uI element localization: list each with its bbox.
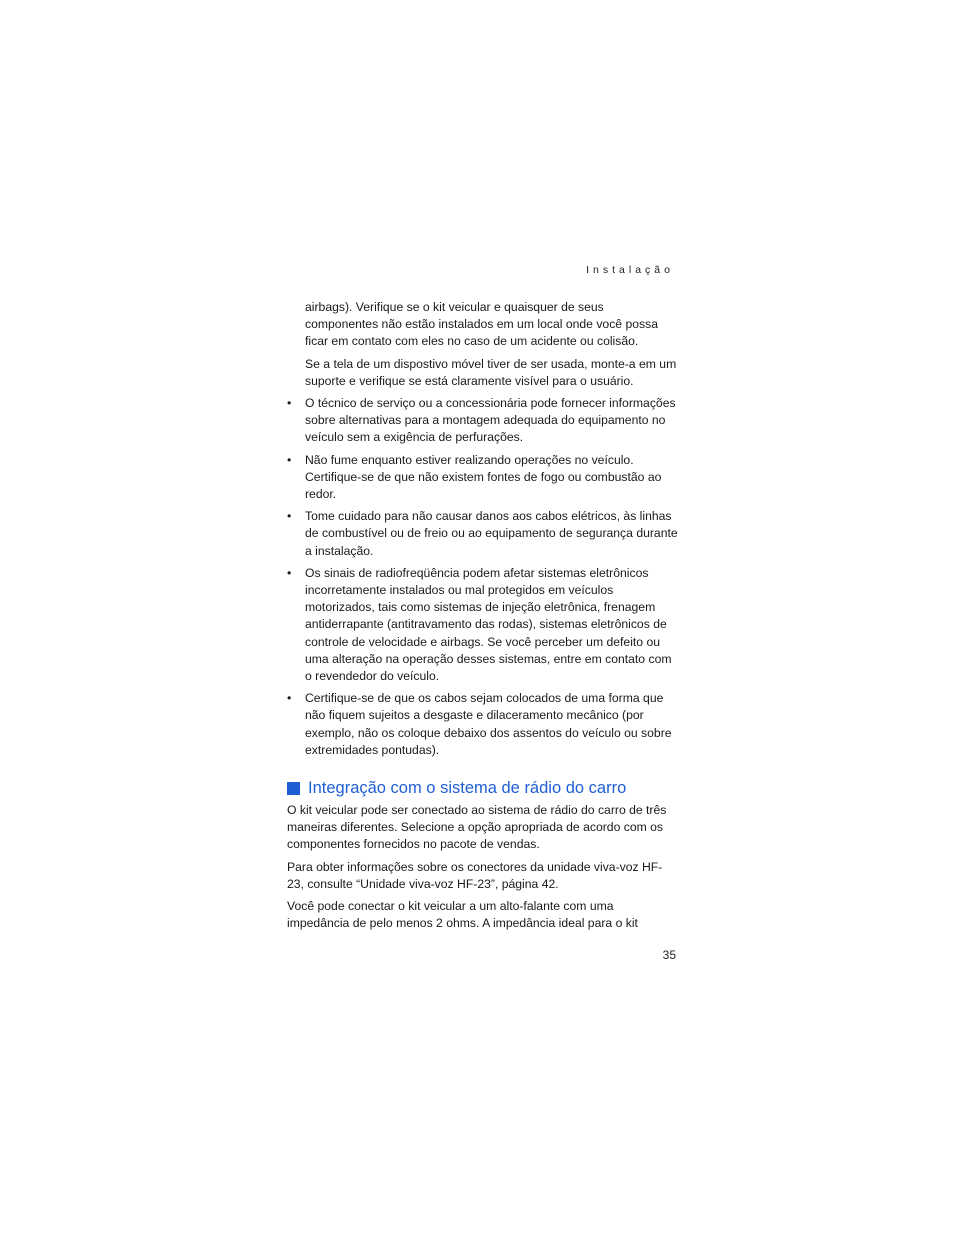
page-content [287,299,679,938]
body-paragraph: O kit veicular pode ser conectado ao sistema de rádio do carro de três maneiras diferentes. Selecione a opção apropriada de acordo com os componentes fornecidos no pacote de vendas. [287,803,667,852]
list-item [287,690,679,759]
list-item-text: Tome cuidado para não causar danos aos cabos elétricos, às linhas de combustível ou de freio ou ao equipamento de segurança durante a instalação. [305,509,678,558]
body-paragraph: Para obter informações sobre os conectores da unidade viva-voz HF-23, consulte “Unidade viva-voz HF-23”, página 42. [287,859,663,891]
bullet-icon: • [287,565,292,580]
bullet-icon: • [287,691,292,706]
safety-bullet-list [287,395,679,759]
list-item [287,395,679,447]
continuation-paragraph: Se a tela de um dispostivo móvel tiver de ser usada, monte-a em um suporte e verifique se está claramente visível para o usuário. [305,356,677,388]
square-icon [287,782,300,795]
running-header: Instalação [586,264,674,276]
list-item-text: O técnico de serviço ou a concessionária pode fornecer informações sobre alternativas para a montagem adequada do equipamento no veículo sem a exigência de perfurações. [305,396,676,445]
body-paragraph: Você pode conectar o kit veicular a um alto-falante com uma impedância de pelo menos 2 ohms. A impedância ideal para o kit [287,899,638,931]
list-item [287,452,679,504]
bullet-icon: • [287,509,292,524]
list-item-text: Certifique-se de que os cabos sejam colocados de uma forma que não fiquem sujeitos a desgaste e dilaceramento mecânico (por exemplo, não os coloque debaixo dos assentos do veículo ou sobre extremidades pontudas). [305,691,672,757]
section-heading [287,778,679,798]
bullet-icon: • [287,452,292,467]
bullet-icon: • [287,396,292,411]
list-item [287,565,679,685]
page-number: 35 [662,948,676,962]
section-heading-text: Integração com o sistema de rádio do carro [308,779,627,798]
list-item-text: Os sinais de radiofreqüência podem afetar sistemas eletrônicos incorretamente instalados ou mal protegidos em veículos motorizados, tais como sistemas de injeção eletrônica, frenagem antiderrapante (antitravamento das rodas), sistemas eletrônicos de controle de velocidade e airbags. Se você perceber um defeito ou uma alteração na operação desses sistemas, entre em contato com o revendedor do veículo. [305,565,672,684]
continuation-paragraph: airbags). Verifique se o kit veicular e quaisquer de seus componentes não estão instalados em um local onde você possa ficar em contato com eles no caso de um acidente ou colisão. [305,300,658,349]
list-item-text: Não fume enquanto estiver realizando operações no veículo. Certifique-se de que não existem fontes de fogo ou combustão ao redor. [305,452,662,502]
list-item [287,508,679,560]
